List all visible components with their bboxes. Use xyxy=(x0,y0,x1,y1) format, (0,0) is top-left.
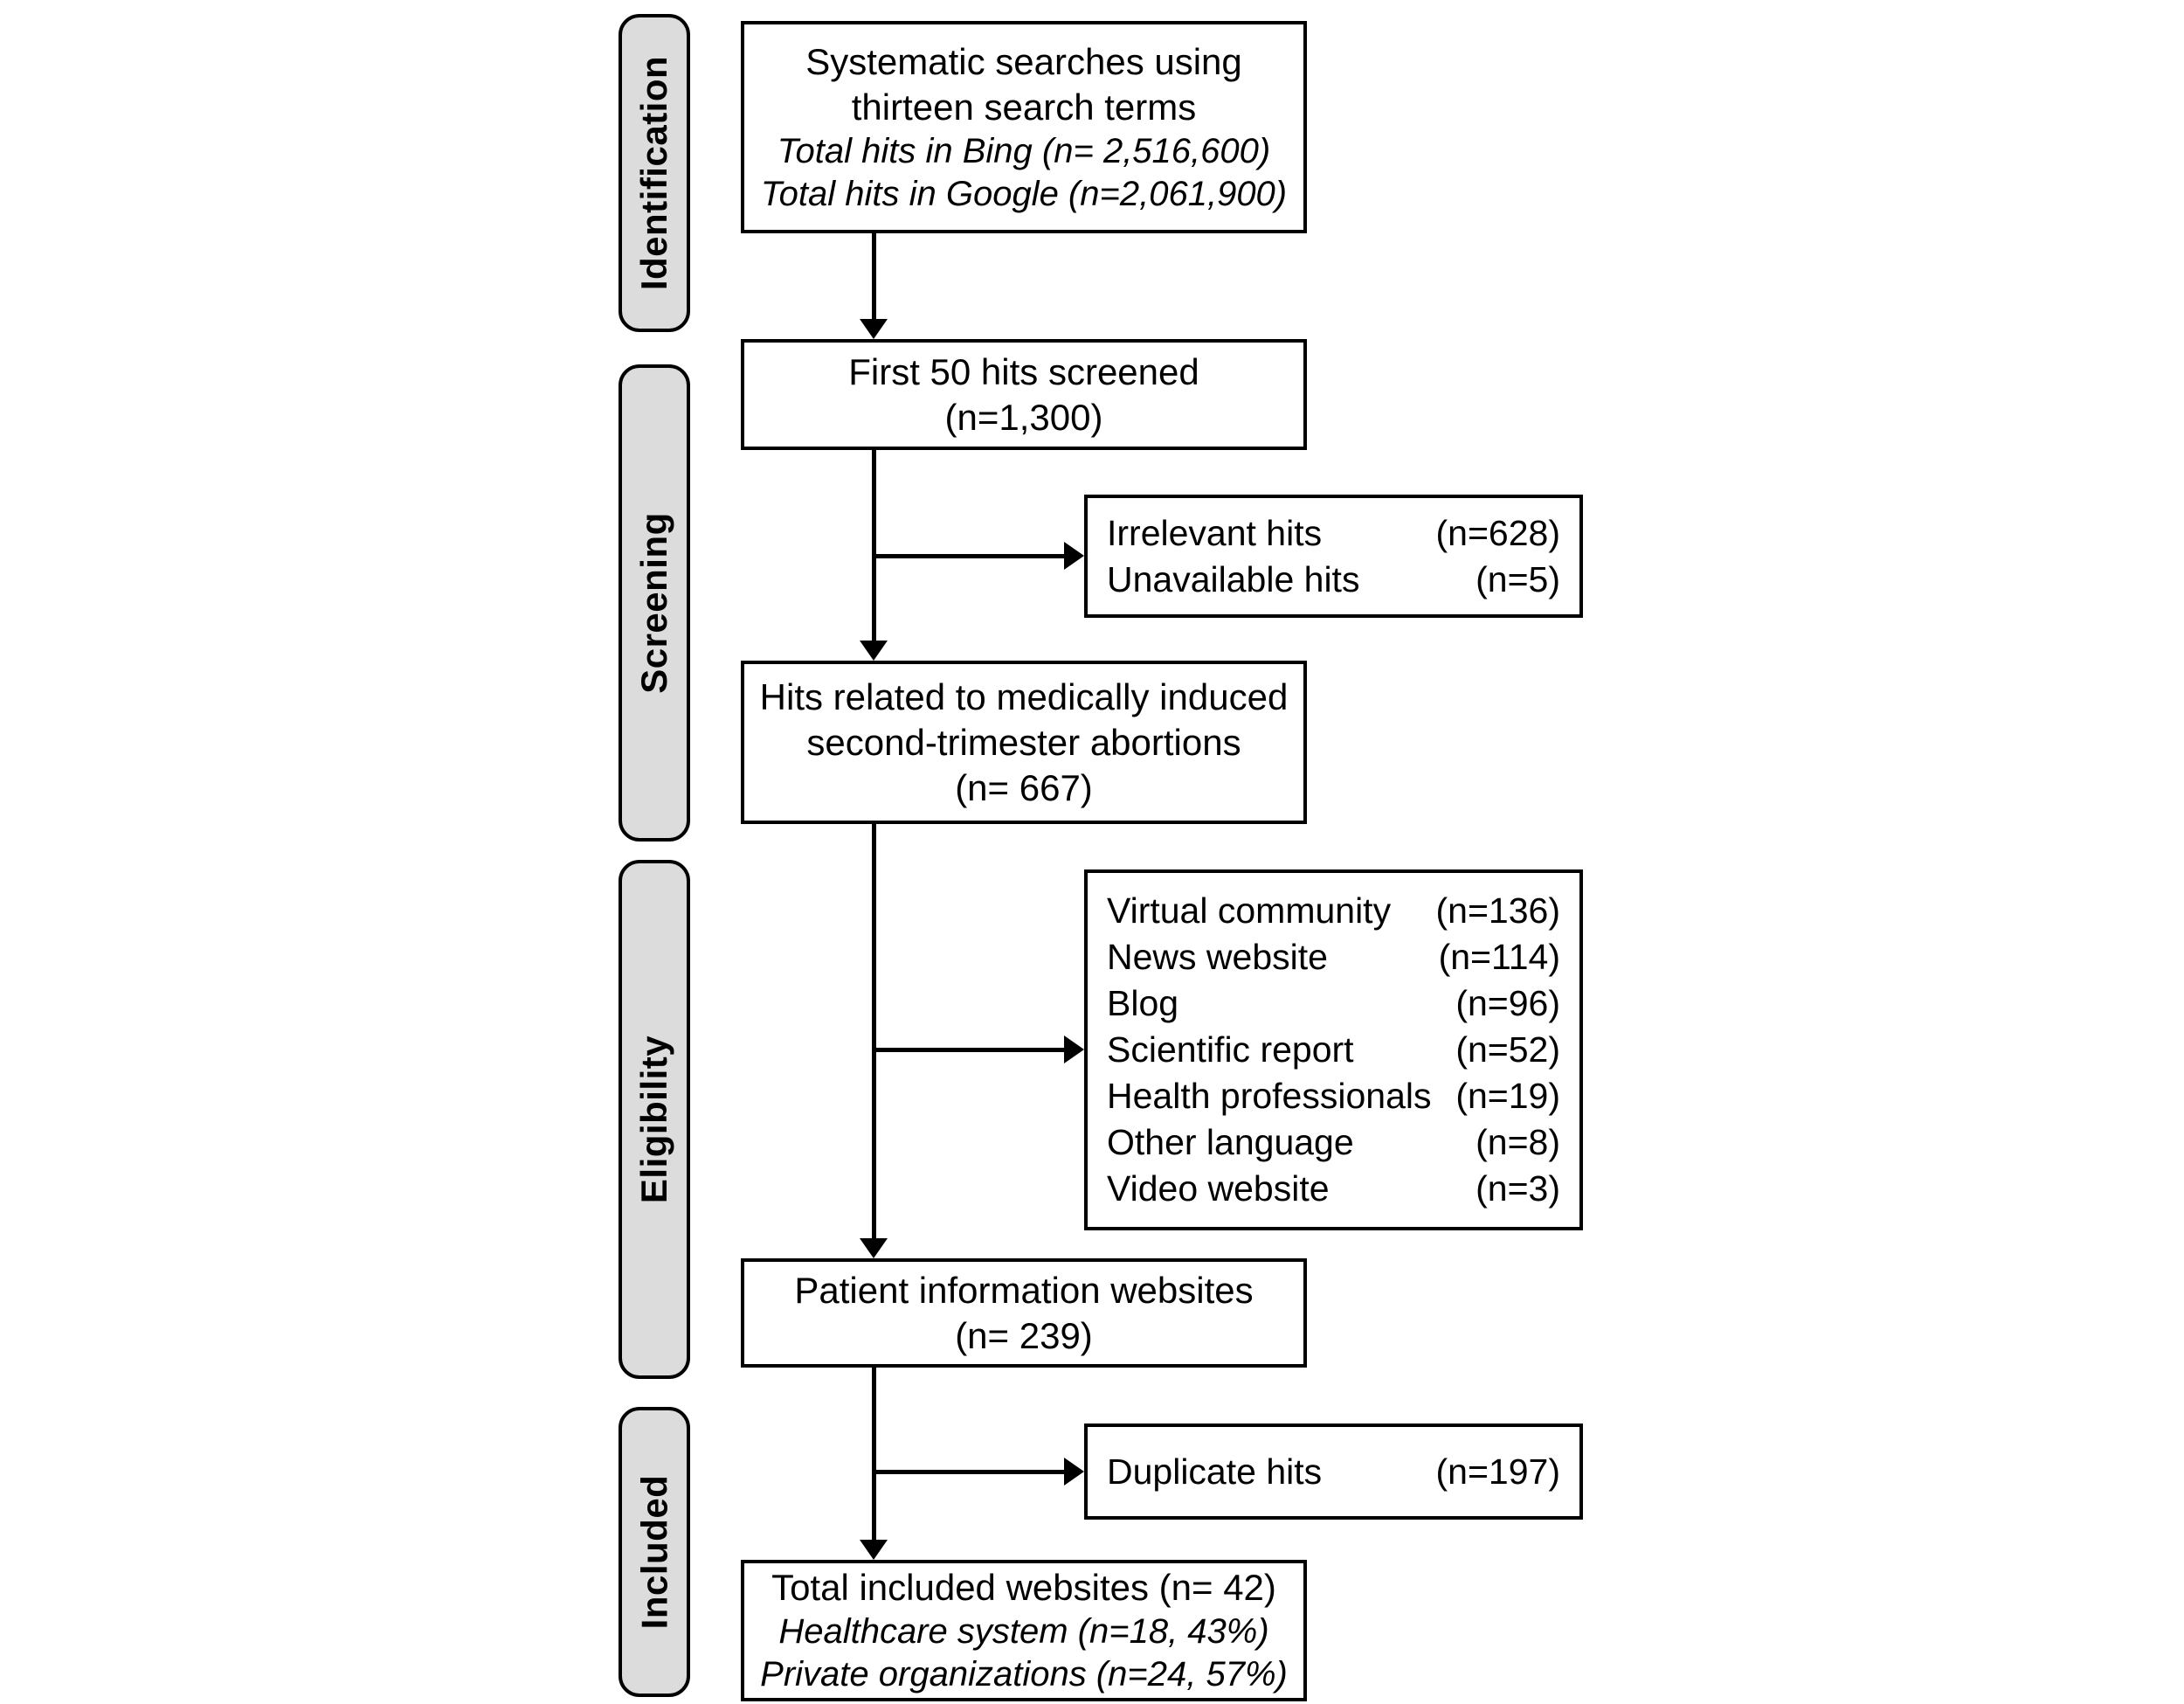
exclusion-count: (n=5) xyxy=(1476,558,1560,599)
exclusion-row xyxy=(1107,510,1560,557)
stage-screening xyxy=(619,364,690,842)
down-arrowhead-icon xyxy=(860,1238,888,1258)
exclusion-row xyxy=(1107,1073,1560,1119)
exclusion-count: (n=197) xyxy=(1435,1451,1560,1492)
down-arrowhead-icon xyxy=(860,319,888,339)
box-related-hits-line2: second-trimester abortions xyxy=(806,721,1241,763)
box-duplicate-hits xyxy=(1084,1423,1583,1520)
flow-line-vertical-1 xyxy=(872,233,876,320)
box-systematic-search xyxy=(741,21,1307,233)
down-arrowhead-icon xyxy=(860,641,888,661)
exclusion-count: (n=3) xyxy=(1476,1168,1560,1209)
box-related-hits xyxy=(741,661,1307,824)
exclusion-count: (n=8) xyxy=(1476,1122,1560,1162)
exclusion-count: (n=136) xyxy=(1435,890,1560,931)
box-first-50-screened-line1: First 50 hits screened xyxy=(848,350,1199,392)
exclusion-row xyxy=(1107,980,1560,1027)
box-screening-exclusions xyxy=(1084,495,1583,618)
box-related-hits-line1: Hits related to medically induced xyxy=(759,675,1289,717)
stage-eligibility xyxy=(619,860,690,1379)
exclusion-row xyxy=(1107,1119,1560,1166)
box-first-50-screened xyxy=(741,339,1307,450)
right-arrowhead-icon xyxy=(1064,542,1084,570)
flow-line-vertical-4 xyxy=(872,1368,876,1541)
exclusion-label: Other language xyxy=(1107,1122,1354,1162)
exclusion-row xyxy=(1107,1166,1560,1212)
exclusion-row xyxy=(1107,557,1560,603)
exclusion-label: Health professionals xyxy=(1107,1076,1432,1116)
box-total-included-line1: Total included websites (n= 42) xyxy=(771,1567,1276,1608)
box-patient-info-count: (n= 239) xyxy=(955,1314,1093,1356)
exclusion-count: (n=96) xyxy=(1455,983,1560,1023)
flow-line-vertical-3 xyxy=(872,824,876,1239)
box-systematic-search-google-hits: Total hits in Google (n=2,061,900) xyxy=(760,174,1288,213)
box-systematic-search-line2: thirteen search terms xyxy=(851,86,1197,128)
exclusion-row xyxy=(1107,1449,1560,1495)
down-arrowhead-icon xyxy=(860,1540,888,1560)
box-total-included-private: Private organizations (n=24, 57%) xyxy=(760,1655,1288,1694)
box-systematic-search-line1: Systematic searches using xyxy=(805,40,1242,82)
box-first-50-screened-count: (n=1,300) xyxy=(944,396,1103,438)
exclusion-label: News website xyxy=(1107,937,1328,977)
exclusion-label: Blog xyxy=(1107,983,1179,1023)
exclusion-label: Irrelevant hits xyxy=(1107,512,1323,553)
stage-identification xyxy=(619,14,690,332)
box-patient-info-websites xyxy=(741,1258,1307,1368)
box-related-hits-count: (n= 667) xyxy=(955,766,1093,808)
box-total-included-healthcare: Healthcare system (n=18, 43%) xyxy=(778,1612,1269,1651)
box-eligibility-exclusions xyxy=(1084,869,1583,1230)
exclusion-label: Scientific report xyxy=(1107,1029,1354,1070)
flow-line-vertical-2 xyxy=(872,450,876,641)
exclusion-count: (n=628) xyxy=(1435,512,1560,553)
flow-line-branch-2 xyxy=(874,1048,1066,1052)
stage-screening-label: Screening xyxy=(633,512,675,694)
exclusion-label: Video website xyxy=(1107,1168,1330,1209)
exclusion-row xyxy=(1107,888,1560,934)
right-arrowhead-icon xyxy=(1064,1036,1084,1063)
stage-included xyxy=(619,1407,690,1697)
flow-line-branch-1 xyxy=(874,554,1066,558)
right-arrowhead-icon xyxy=(1064,1458,1084,1486)
exclusion-label: Unavailable hits xyxy=(1107,558,1360,599)
exclusion-row xyxy=(1107,934,1560,980)
stage-eligibility-label: Eligibility xyxy=(633,1035,674,1204)
exclusion-count: (n=114) xyxy=(1438,937,1560,977)
exclusion-label: Virtual community xyxy=(1107,890,1392,931)
box-systematic-search-bing-hits: Total hits in Bing (n= 2,516,600) xyxy=(777,131,1271,170)
exclusion-label: Duplicate hits xyxy=(1107,1451,1323,1492)
stage-identification-label: Identification xyxy=(633,55,674,291)
box-total-included xyxy=(741,1560,1307,1701)
box-patient-info-line1: Patient information websites xyxy=(794,1269,1254,1311)
stage-included-label: Included xyxy=(633,1474,674,1630)
exclusion-row xyxy=(1107,1027,1560,1073)
exclusion-count: (n=52) xyxy=(1455,1029,1560,1070)
exclusion-count: (n=19) xyxy=(1455,1076,1560,1116)
flow-line-branch-3 xyxy=(874,1470,1066,1474)
